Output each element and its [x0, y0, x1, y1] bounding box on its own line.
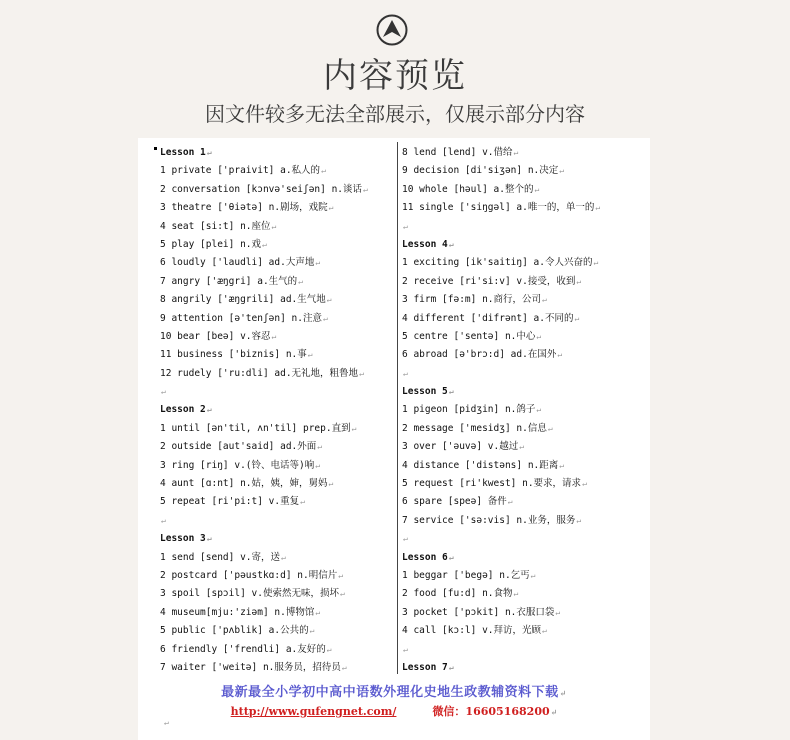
paragraph-mark: ↵	[326, 295, 332, 305]
paragraph-mark: ↵	[307, 350, 313, 360]
paragraph-mark: ↵	[448, 552, 454, 562]
line-text: Lesson 6	[402, 551, 448, 563]
left-vocab-line	[160, 181, 398, 199]
right-lesson-heading	[402, 549, 640, 567]
line-text: 7 waiter ['weitə] n.服务员，招待员	[160, 661, 341, 673]
paragraph-mark: ↵	[534, 184, 540, 194]
left-vocab-line	[160, 641, 398, 659]
line-text: 2 postcard ['pəustkɑ:d] n.明信片	[160, 569, 338, 581]
paragraph-mark: ↵	[555, 607, 561, 617]
right-vocab-line	[402, 493, 640, 511]
paragraph-mark: ↵	[536, 405, 542, 415]
left-vocab-line	[160, 659, 398, 677]
line-text: 5 repeat [ri'pi:t] v.重复	[160, 496, 300, 508]
paragraph-mark: ↵	[328, 479, 334, 489]
left-vocab-line	[160, 420, 398, 438]
paragraph-mark: ↵	[321, 166, 326, 176]
paragraph-mark: ↵	[161, 387, 166, 397]
left-vocab-line	[160, 457, 398, 475]
line-text: 1 beggar ['begə] n.乞丐	[402, 569, 530, 581]
line-text: Lesson 1	[160, 147, 206, 158]
left-vocab-line	[160, 254, 398, 272]
left-lesson-heading	[160, 530, 398, 548]
line-text: 10 bear [beə] v.容忍	[160, 330, 271, 342]
line-text: 4 aunt [ɑ:nt] n.姑，姨，婶，舅妈	[160, 478, 328, 490]
paragraph-mark: ↵	[339, 589, 345, 599]
line-text: 6 loudly ['laudli] ad.大声地	[160, 257, 315, 269]
line-text: 3 theatre ['θiətə] n.剧场，戏院	[160, 202, 328, 214]
line-text: 3 firm [fə:m] n.商行，公司	[402, 294, 542, 306]
right-vocab-line	[402, 254, 640, 272]
left-vocab-line	[160, 549, 398, 567]
right-lesson-heading	[402, 383, 640, 401]
paragraph-mark: ↵	[403, 644, 408, 654]
page-subtitle: 因文件较多无法全部展示，仅展示部分内容	[205, 102, 585, 126]
line-text: 5 request [ri'kwest] n.要求，请求	[402, 478, 582, 490]
paragraph-mark: ↵	[403, 221, 408, 231]
paragraph-mark: ↵	[298, 276, 303, 286]
line-text: 9 decision [di'siʒən] n.决定	[402, 165, 559, 177]
footer-contact	[138, 703, 650, 719]
paragraph-mark: ↵	[593, 258, 599, 268]
line-text: 12 rudely ['ru:dli] ad.无礼地，粗鲁地	[160, 367, 359, 379]
page-corner-mark	[138, 138, 139, 139]
line-text: 4 seat [si:t] n.座位	[160, 220, 271, 232]
right-lesson-heading	[402, 236, 640, 254]
paragraph-mark: ↵	[271, 331, 277, 341]
line-text: 3 pocket ['pɔkit] n.衣服口袋	[402, 606, 555, 618]
paragraph-mark: ↵	[559, 460, 565, 470]
right-vocab-line	[402, 457, 640, 475]
line-text: 2 receive [ri'si:v] v.接受，收到	[402, 275, 576, 287]
left-vocab-line	[160, 236, 398, 254]
footer-url-link[interactable]: http://www.gufengnet.com/	[230, 705, 397, 718]
right-vocab-line	[402, 162, 640, 180]
right-vocab-line	[402, 512, 640, 530]
paragraph-mark: ↵	[341, 662, 347, 672]
paragraph-mark: ↵	[574, 313, 580, 323]
line-text: 2 conversation [kɔnvə'seiʃən] n.谈话	[160, 183, 363, 195]
line-text: 8 angrily ['æŋgrili] ad.生气地	[160, 294, 326, 306]
right-column	[402, 144, 640, 677]
paragraph-mark: ↵	[363, 184, 368, 194]
line-text: 9 attention [ə'tenʃən] n.注意	[160, 312, 322, 324]
left-vocab-line	[160, 199, 398, 217]
right-vocab-line	[402, 401, 640, 419]
right-blank-line	[402, 365, 640, 383]
line-text: 4 different ['difrənt] a.不同的	[402, 312, 574, 324]
paragraph-mark: ↵	[206, 405, 212, 415]
right-vocab-line	[402, 181, 640, 199]
column-divider	[397, 142, 398, 674]
line-text: 7 angry ['æŋgri] a.生气的	[160, 275, 298, 287]
line-text: 10 whole [həul] a.整个的	[402, 183, 534, 195]
left-vocab-line	[160, 438, 398, 456]
document-footer	[138, 681, 650, 719]
paragraph-mark: ↵	[557, 350, 563, 360]
paragraph-mark: ↵	[338, 570, 344, 580]
line-text: 8 lend [lend] v.借给	[402, 147, 513, 158]
line-text: Lesson 5	[402, 386, 448, 398]
paragraph-mark: ↵	[536, 331, 542, 341]
paragraph-mark: ↵	[403, 368, 408, 378]
line-text: 4 distance ['distəns] n.距离	[402, 459, 559, 471]
footer-para-mark-2: ↵	[550, 707, 558, 717]
paragraph-mark: ↵	[448, 387, 454, 397]
paragraph-mark: ↵	[530, 570, 536, 580]
line-text: 11 single ['siŋgəl] a.唯一的，单一的	[402, 202, 595, 214]
line-text: 5 public ['pʌblik] a.公共的	[160, 625, 309, 637]
right-vocab-line	[402, 604, 640, 622]
brand-logo	[376, 14, 408, 46]
line-text: 1 exciting [ik'saitiŋ] a.令人兴奋的	[402, 257, 593, 269]
left-vocab-line	[160, 604, 398, 622]
heading-bullet	[154, 147, 157, 150]
left-vocab-line	[160, 493, 398, 511]
right-vocab-line	[402, 585, 640, 603]
footer-para-mark: ↵	[559, 688, 567, 698]
paragraph-mark: ↵	[161, 515, 166, 525]
line-text: 1 until [ən'til, ʌn'til] prep.直到	[160, 422, 351, 434]
paragraph-mark: ↵	[507, 497, 513, 507]
paragraph-mark: ↵	[576, 276, 582, 286]
paragraph-mark: ↵	[206, 148, 212, 157]
left-column	[160, 144, 398, 677]
left-vocab-line	[160, 346, 398, 364]
page-title: 内容预览	[323, 56, 467, 96]
right-vocab-line	[402, 420, 640, 438]
paragraph-mark: ↵	[559, 166, 565, 176]
paragraph-mark: ↵	[315, 607, 321, 617]
paragraph-mark: ↵	[513, 589, 519, 599]
footer-wechat: 微信：16605168200	[432, 705, 550, 718]
left-vocab-line	[160, 218, 398, 236]
left-vocab-line	[160, 328, 398, 346]
right-vocab-line	[402, 310, 640, 328]
left-lesson-heading	[160, 401, 398, 419]
trailing-para-mark: ↵	[164, 718, 169, 727]
paragraph-mark: ↵	[513, 148, 519, 157]
right-blank-line	[402, 218, 640, 236]
paragraph-mark: ↵	[582, 479, 587, 489]
right-vocab-line	[402, 328, 640, 346]
right-blank-line	[402, 530, 640, 548]
left-vocab-line	[160, 622, 398, 640]
paragraph-mark: ↵	[262, 239, 267, 249]
line-text: 2 message ['mesidʒ] n.信息	[402, 422, 547, 434]
right-lesson-heading	[402, 659, 640, 677]
paragraph-mark: ↵	[448, 662, 454, 672]
line-text: 1 pigeon [pidʒin] n.鸽子	[402, 404, 536, 416]
left-vocab-line	[160, 310, 398, 328]
paragraph-mark: ↵	[206, 534, 212, 544]
line-text: Lesson 7	[402, 661, 448, 673]
right-vocab-line	[402, 567, 640, 585]
paragraph-mark: ↵	[317, 442, 323, 452]
left-vocab-line	[160, 365, 398, 383]
right-vocab-line	[402, 273, 640, 291]
left-vocab-line	[160, 291, 398, 309]
paragraph-mark: ↵	[309, 626, 315, 636]
line-text: 11 business ['biznis] n.事	[160, 349, 307, 361]
footer-banner: 最新最全小学初中高中语数外理化史地生政教辅资料下载↵	[221, 685, 567, 700]
right-vocab-line	[402, 475, 640, 493]
paragraph-mark: ↵	[351, 423, 357, 433]
line-text: 6 spare [speə] 备件	[402, 496, 507, 508]
paragraph-mark: ↵	[595, 203, 601, 213]
right-vocab-line	[402, 291, 640, 309]
line-text: 2 food [fu:d] n.食物	[402, 588, 513, 600]
line-text: 4 call [kɔ:l] v.拜访，光顾	[402, 625, 542, 637]
line-text: 7 service ['sə:vis] n.业务，服务	[402, 514, 576, 526]
paragraph-mark: ↵	[281, 552, 286, 562]
line-text: Lesson 3	[160, 533, 206, 545]
right-blank-line	[402, 641, 640, 659]
line-text: 1 private ['praivit] a.私人的	[160, 165, 321, 177]
line-text: Lesson 4	[402, 238, 448, 250]
line-text: 6 friendly ['frendli] a.友好的	[160, 643, 326, 655]
line-text: Lesson 2	[160, 404, 206, 416]
paragraph-mark: ↵	[315, 258, 321, 268]
paragraph-mark: ↵	[547, 423, 553, 433]
line-text: 2 outside [aut'said] ad.外面	[160, 441, 317, 453]
line-text: 1 send [send] v.寄，送	[160, 551, 281, 563]
paragraph-mark: ↵	[448, 239, 454, 249]
left-vocab-line	[160, 585, 398, 603]
right-vocab-line	[402, 144, 640, 162]
right-vocab-line	[402, 438, 640, 456]
left-vocab-line	[160, 162, 398, 180]
left-blank-line	[160, 383, 398, 401]
paragraph-mark: ↵	[300, 497, 305, 507]
paragraph-mark: ↵	[403, 534, 408, 544]
line-text: 3 over ['əuvə] v.越过	[402, 441, 519, 453]
line-text: 3 ring [riŋ] v.(铃、电话等)响	[160, 459, 315, 471]
paragraph-mark: ↵	[326, 644, 332, 654]
document-preview	[138, 138, 650, 740]
paragraph-mark: ↵	[359, 368, 364, 378]
paragraph-mark: ↵	[323, 313, 328, 323]
line-text: 5 centre ['sentə] n.中心	[402, 330, 536, 342]
paragraph-mark: ↵	[315, 460, 321, 470]
left-vocab-line	[160, 273, 398, 291]
line-text: 4 museum[mju:'ziəm] n.博物馆	[160, 606, 315, 618]
paragraph-mark: ↵	[542, 295, 547, 305]
paragraph-mark: ↵	[519, 442, 525, 452]
left-vocab-line	[160, 475, 398, 493]
line-text: 6 abroad [ə'brɔ:d] ad.在国外	[402, 349, 557, 361]
paragraph-mark: ↵	[576, 515, 582, 525]
paragraph-mark: ↵	[271, 221, 277, 231]
right-vocab-line	[402, 622, 640, 640]
line-text: 5 play [plei] n.戏	[160, 238, 262, 250]
left-vocab-line	[160, 567, 398, 585]
line-text: 3 spoil [spɔil] v.使索然无味，损坏	[160, 588, 339, 600]
left-blank-line	[160, 512, 398, 530]
right-vocab-line	[402, 346, 640, 364]
left-lesson-heading	[160, 144, 398, 162]
right-vocab-line	[402, 199, 640, 217]
paragraph-mark: ↵	[542, 626, 547, 636]
paragraph-mark: ↵	[328, 203, 334, 213]
